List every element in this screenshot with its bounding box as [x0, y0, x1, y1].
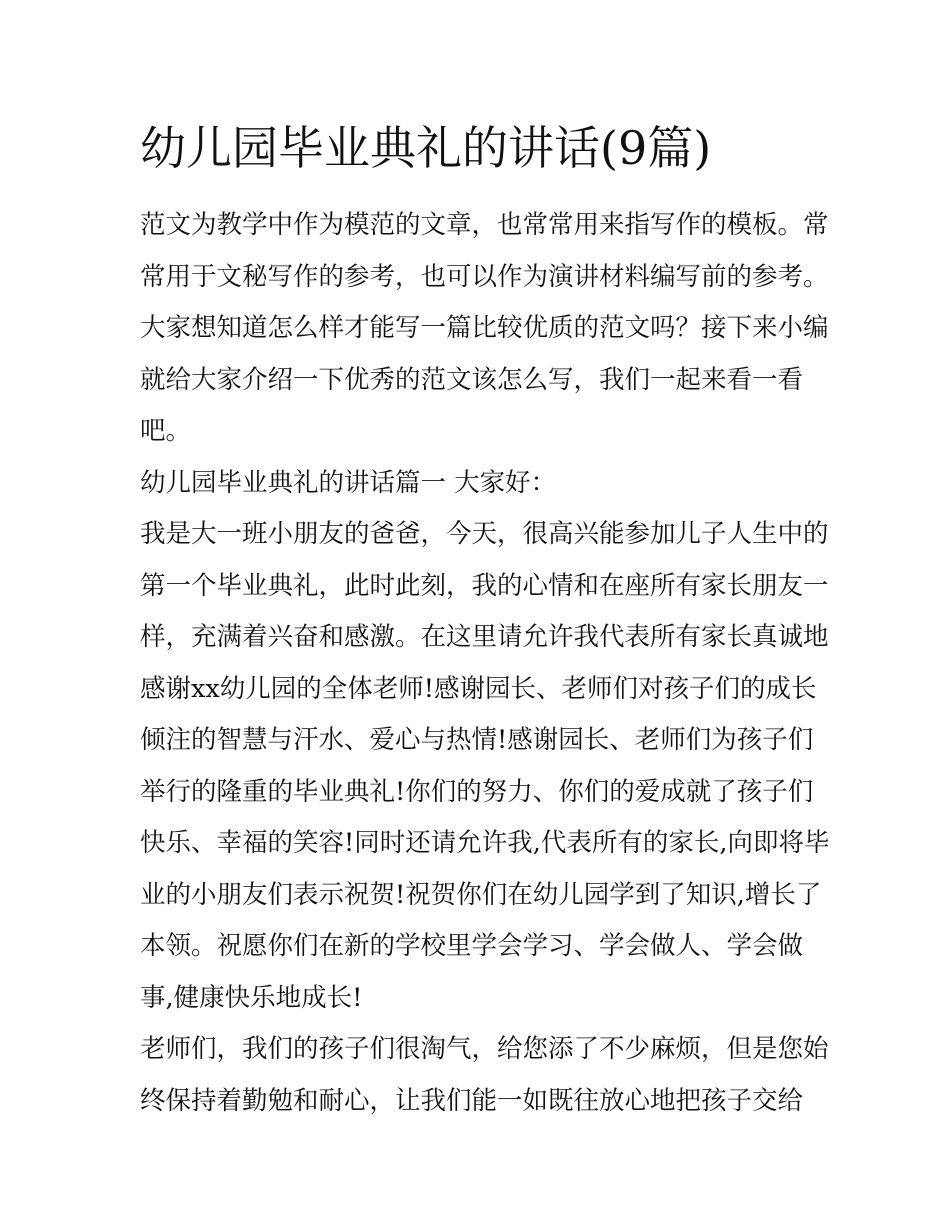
text-line: 本领。祝愿你们在新的学校里学会学习、学会做人、学会做 [140, 931, 804, 961]
text-line: 老师们，我们的孩子们很淘气，给您添了不少麻烦，但是您始 [140, 1034, 829, 1064]
text-line: 常用于文秘写作的参考，也可以作为演讲材料编写前的参考。 [140, 261, 829, 292]
text-line: 快乐、幸福的笑容!同时还请允许我,代表所有的家长,向即将毕 [140, 828, 830, 858]
text-line: 大家想知道怎么样才能写一篇比较优质的范文吗？接下来小编 [140, 313, 829, 343]
document-title: 幼儿园毕业典礼的讲话(9篇) [140, 121, 712, 175]
section-heading-line: 幼儿园毕业典礼的讲话篇一 大家好： [140, 467, 557, 498]
text-line: 终保持着勤勉和耐心，让我们能一如既往放心地把孩子交给 [140, 1085, 804, 1116]
text-line: 吧。 [140, 416, 192, 446]
text-line: 业的小朋友们表示祝贺!祝贺你们在幼儿园学到了知识,增长了 [140, 879, 822, 910]
text-line: 我是大一班小朋友的爸爸，今天，很高兴能参加儿子人生中的 [140, 519, 829, 549]
text-line: 感谢xx幼儿园的全体老师!感谢园长、老师们对孩子们的成长 [140, 673, 817, 704]
document-body [140, 200, 830, 1127]
text-line: 举行的隆重的毕业典礼!你们的努力、你们的爱成就了孩子们 [140, 776, 814, 807]
text-line: 倾注的智慧与汗水、爱心与热情!感谢园长、老师们为孩子们 [140, 725, 814, 755]
text-line: 事,健康快乐地成长! [140, 982, 363, 1013]
text-line: 就给大家介绍一下优秀的范文该怎么写，我们一起来看一看 [140, 364, 804, 395]
text-line: 第一个毕业典礼，此时此刻，我的心情和在座所有家长朋友一 [140, 570, 829, 601]
text-line: 样，充满着兴奋和感激。在这里请允许我代表所有家长真诚地 [140, 622, 829, 652]
text-line: 范文为教学中作为模范的文章，也常常用来指写作的模板。常 [140, 210, 829, 240]
